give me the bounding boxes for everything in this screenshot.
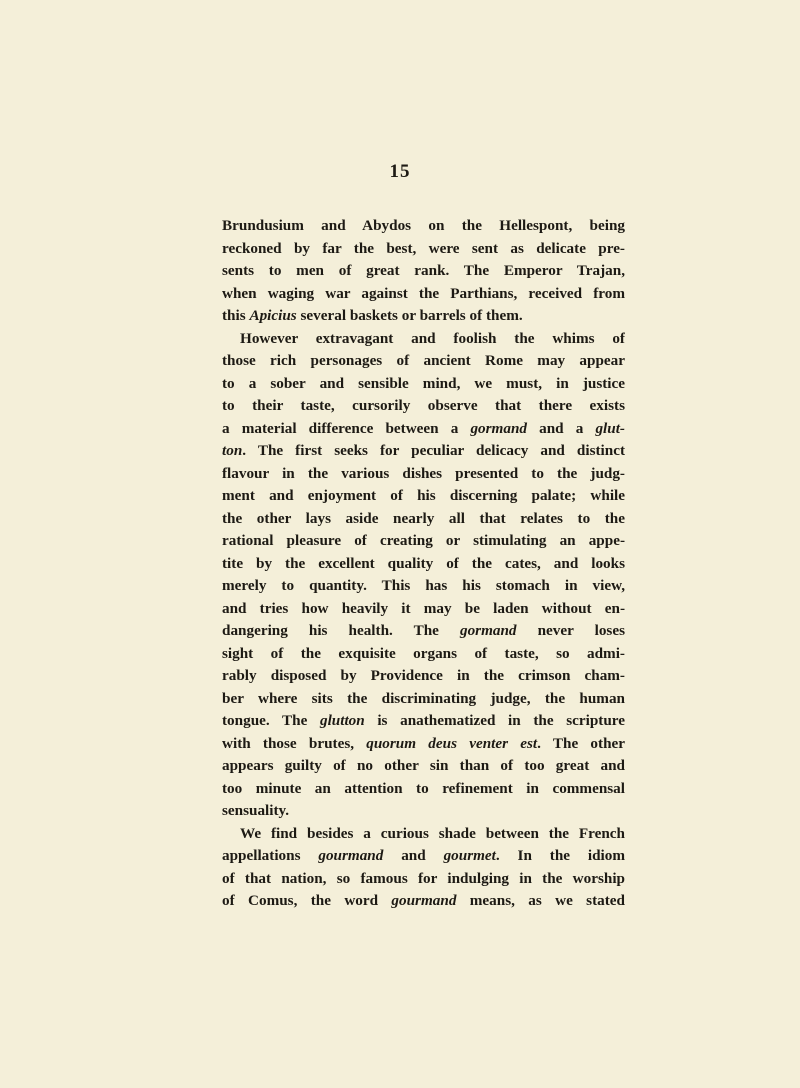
italic-text: gourmand: [318, 847, 384, 864]
text-segment: Brundusium and Abydos on the Hellespont, being: [222, 217, 625, 234]
text-segment: with those brutes,: [222, 734, 367, 752]
text-line: [222, 553, 625, 576]
text-segment: flavour in the various dishes presented to the judg-: [222, 464, 625, 482]
text-segment: ber where sits the discriminating judge, the human: [222, 689, 625, 707]
page-number: 15: [389, 161, 411, 182]
text-line: [222, 418, 625, 441]
italic-text: gourmet: [443, 847, 496, 864]
text-segment: is anathematized in the scripture: [364, 712, 625, 729]
text-segment: and tries how heavily it may be laden without en-: [222, 599, 625, 617]
text-segment: those rich personages of ancient Rome may appear: [222, 352, 625, 369]
text-segment: sight of the exquisite organs of taste, so admi-: [222, 644, 625, 662]
italic-text: Apicius: [249, 307, 297, 324]
text-segment: and: [383, 847, 444, 864]
text-segment: appellations: [222, 847, 319, 864]
italic-text: glutton: [319, 712, 365, 729]
text-line: [222, 643, 625, 666]
text-segment: ment and enjoyment of his discerning palate; while: [222, 487, 625, 504]
text-segment: We find besides a curious shade between the French: [240, 824, 625, 842]
text-line: [222, 665, 625, 688]
text-segment: appears guilty of no other sin than of too great and: [222, 757, 625, 774]
text-line: [222, 395, 625, 418]
text-segment: and a: [526, 419, 596, 437]
text-segment: several baskets or barrels of them.: [296, 307, 523, 324]
text-line: [222, 868, 625, 891]
text-segment: sensuality.: [222, 802, 290, 819]
text-segment: too minute an attention to refinement in commensal: [222, 779, 625, 797]
text-line: [222, 260, 625, 283]
text-line: [222, 440, 625, 463]
text-line: [222, 755, 625, 778]
text-line: [222, 688, 625, 711]
text-line: [222, 710, 625, 733]
text-segment: when waging war against the Parthians, received from: [222, 284, 625, 302]
italic-text: gormand: [459, 622, 517, 639]
text-segment: merely to quantity. This has his stomach in view,: [222, 577, 625, 594]
italic-text: gourmand: [391, 892, 457, 909]
text-line: [222, 778, 625, 801]
italic-text: glut-: [595, 419, 625, 437]
body-text: [222, 215, 625, 913]
text-line: [222, 238, 625, 261]
italic-text: gormand: [470, 419, 527, 437]
text-segment: the other lays aside nearly all that relates to the: [222, 509, 625, 527]
text-line: [222, 283, 625, 306]
text-line: [222, 350, 625, 373]
text-segment: . In the idiom: [495, 847, 625, 864]
text-line: [222, 373, 625, 396]
text-line: [222, 598, 625, 621]
text-line: [222, 845, 625, 868]
text-segment: to their taste, cursorily observe that there exists: [222, 397, 625, 414]
text-line: [222, 328, 625, 351]
text-line: [222, 890, 625, 913]
text-segment: of Comus, the word: [222, 892, 392, 909]
text-line: [222, 733, 625, 756]
text-segment: . The other: [537, 734, 625, 752]
italic-text: ton: [222, 442, 243, 459]
text-line: [222, 305, 625, 328]
text-segment: this: [222, 307, 250, 324]
text-line: [222, 463, 625, 486]
text-segment: a material difference between a: [222, 419, 471, 437]
text-segment: of that nation, so famous for indulging in the worship: [222, 869, 625, 887]
text-segment: to a sober and sensible mind, we must, in justice: [222, 374, 625, 392]
text-line: [222, 530, 625, 553]
text-line: [222, 508, 625, 531]
text-segment: never loses: [516, 622, 625, 639]
text-line: [222, 215, 625, 238]
italic-text: quorum deus venter est: [366, 734, 538, 752]
text-segment: sents to men of great rank. The Emperor Trajan,: [222, 262, 625, 279]
text-line: [222, 485, 625, 508]
text-segment: rational pleasure of creating or stimulating an appe-: [222, 532, 625, 549]
text-segment: tongue. The: [222, 712, 320, 729]
text-line: [222, 800, 625, 823]
text-segment: reckoned by far the best, were sent as delicate pre-: [222, 239, 625, 257]
text-segment: However extravagant and foolish the whims of: [240, 329, 625, 347]
text-segment: rably disposed by Providence in the crimson cham-: [222, 667, 625, 684]
text-line: [222, 620, 625, 643]
text-segment: means, as we stated: [456, 892, 625, 909]
text-segment: . The first seeks for peculiar delicacy and distinct: [242, 442, 625, 459]
text-line: [222, 823, 625, 846]
text-line: [222, 575, 625, 598]
text-segment: dangering his health. The: [222, 622, 460, 639]
text-segment: tite by the excellent quality of the cates, and looks: [222, 554, 625, 572]
